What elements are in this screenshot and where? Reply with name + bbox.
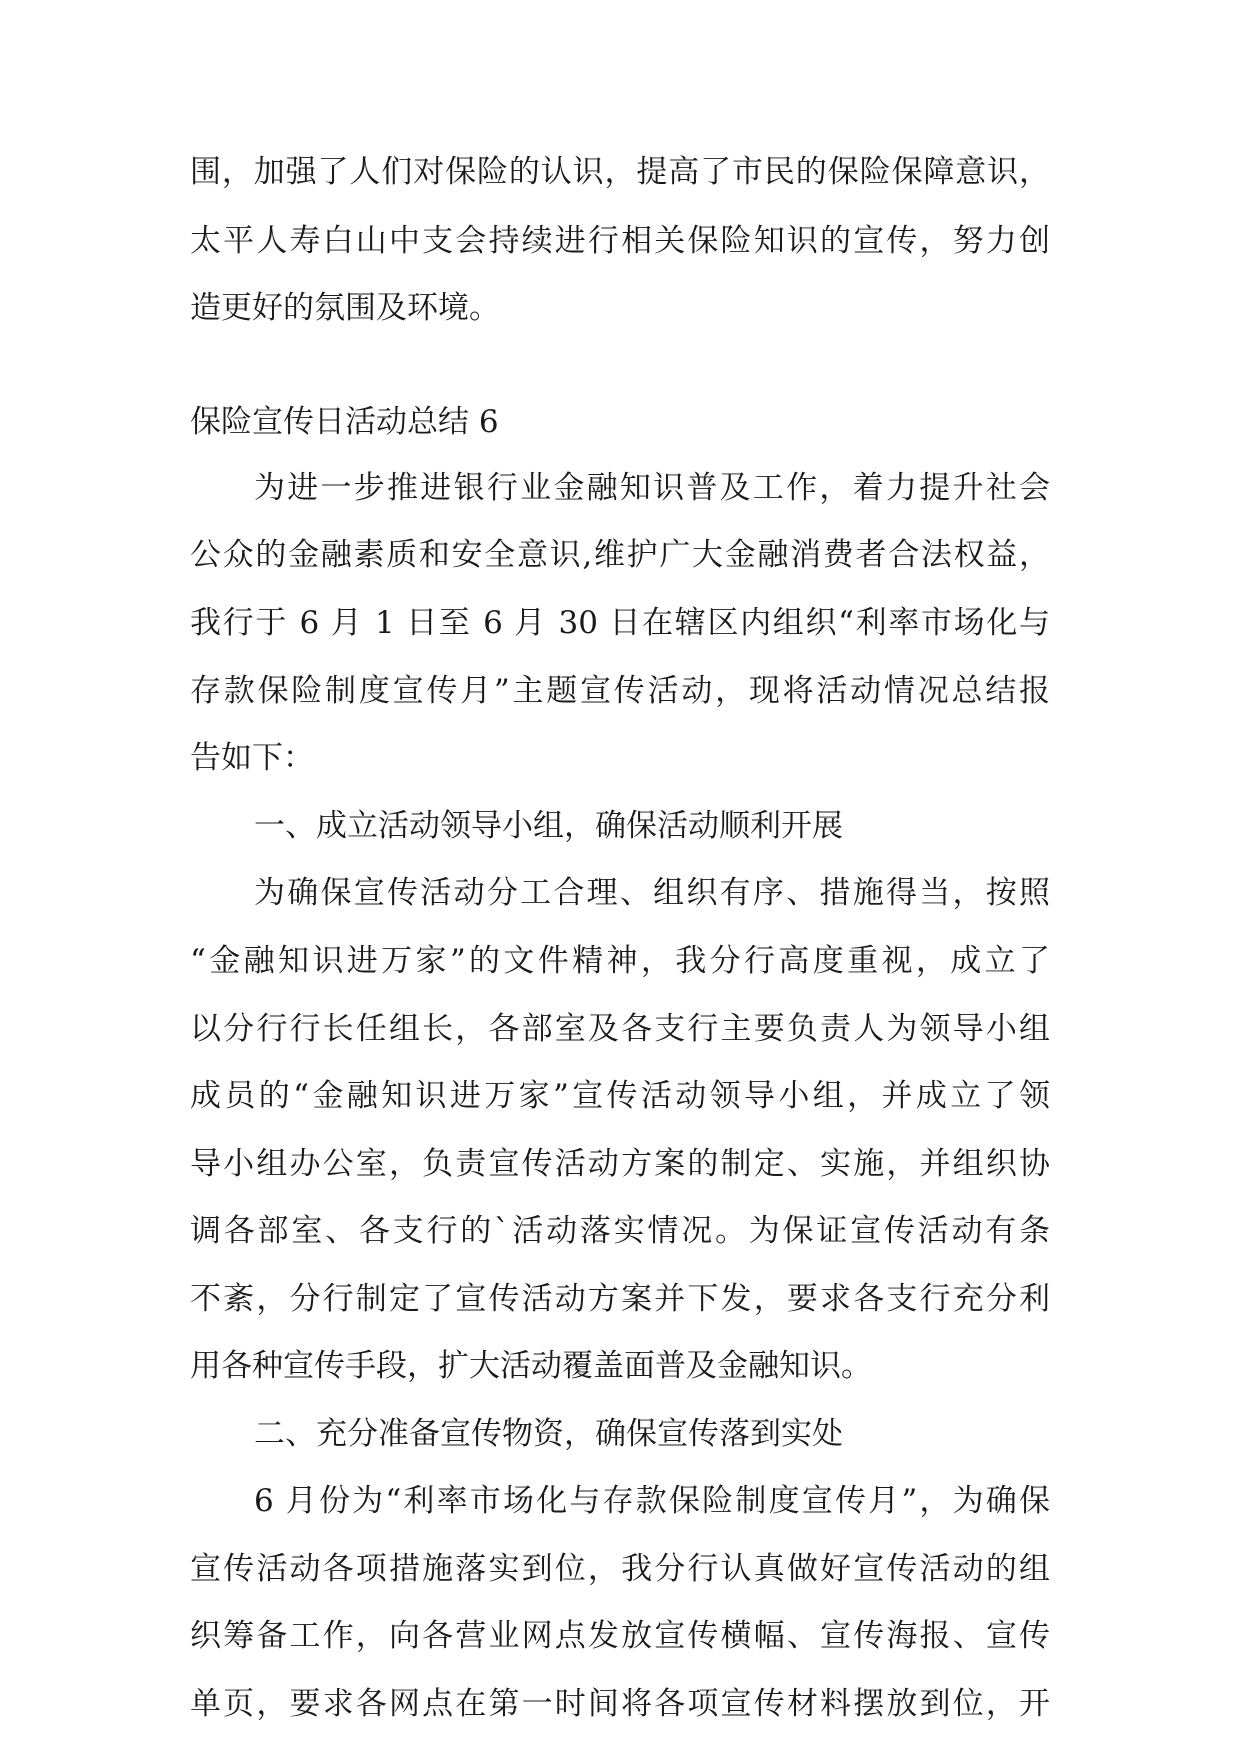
para3-line-4: 单页，要求各网点在第一时间将各项宣传材料摆放到位，开 <box>190 1686 1050 1722</box>
para2-line-3: 以分行行长任组长，各部室及各支行主要负责人为领导小组 <box>190 1011 1050 1047</box>
para2-line-4: 成员的“金融知识进万家”宣传活动领导小组，并成立了领 <box>190 1078 1050 1114</box>
section-title: 保险宣传日活动总结 6 <box>190 404 499 440</box>
para2-line-8: 用各种宣传手段，扩大活动覆盖面普及金融知识。 <box>190 1348 872 1384</box>
para3-line-1: 6 月份为“利率市场化与存款保险制度宣传月”，为确保 <box>254 1483 1050 1519</box>
intro-line-3: 造更好的氛围及环境。 <box>190 290 500 326</box>
para2-line-6: 调各部室、各支行的`活动落实情况。为保证宣传活动有条 <box>190 1213 1050 1249</box>
para1-line-1: 为进一步推进银行业金融知识普及工作，着力提升社会 <box>254 470 1050 506</box>
intro-line-1: 围，加强了人们对保险的认识，提高了市民的保险保障意识， <box>190 154 1050 190</box>
intro-line-2: 太平人寿白山中支会持续进行相关保险知识的宣传，努力创 <box>190 223 1050 259</box>
para1-line-2: 公众的金融素质和安全意识,维护广大金融消费者合法权益， <box>190 537 1050 573</box>
heading-1: 一、成立活动领导小组，确保活动顺利开展 <box>254 808 843 844</box>
para3-line-2: 宣传活动各项措施落实到位，我分行认真做好宣传活动的组 <box>190 1551 1050 1587</box>
para2-line-5: 导小组办公室，负责宣传活动方案的制定、实施，并组织协 <box>190 1146 1050 1182</box>
para2-line-2: “金融知识进万家”的文件精神，我分行高度重视，成立了 <box>190 943 1050 979</box>
heading-2: 二、充分准备宣传物资，确保宣传落到实处 <box>254 1416 843 1452</box>
para2-line-1: 为确保宣传活动分工合理、组织有序、措施得当，按照 <box>254 875 1050 911</box>
para1-line-4: 存款保险制度宣传月”主题宣传活动，现将活动情况总结报 <box>190 673 1050 709</box>
para2-line-7: 不紊，分行制定了宣传活动方案并下发，要求各支行充分利 <box>190 1281 1050 1317</box>
para3-line-3: 织筹备工作，向各营业网点发放宣传横幅、宣传海报、宣传 <box>190 1618 1050 1654</box>
para1-line-3: 我行于 6 月 1 日至 6 月 30 日在辖区内组织“利率市场化与 <box>190 605 1050 641</box>
para1-line-5: 告如下： <box>190 740 314 776</box>
